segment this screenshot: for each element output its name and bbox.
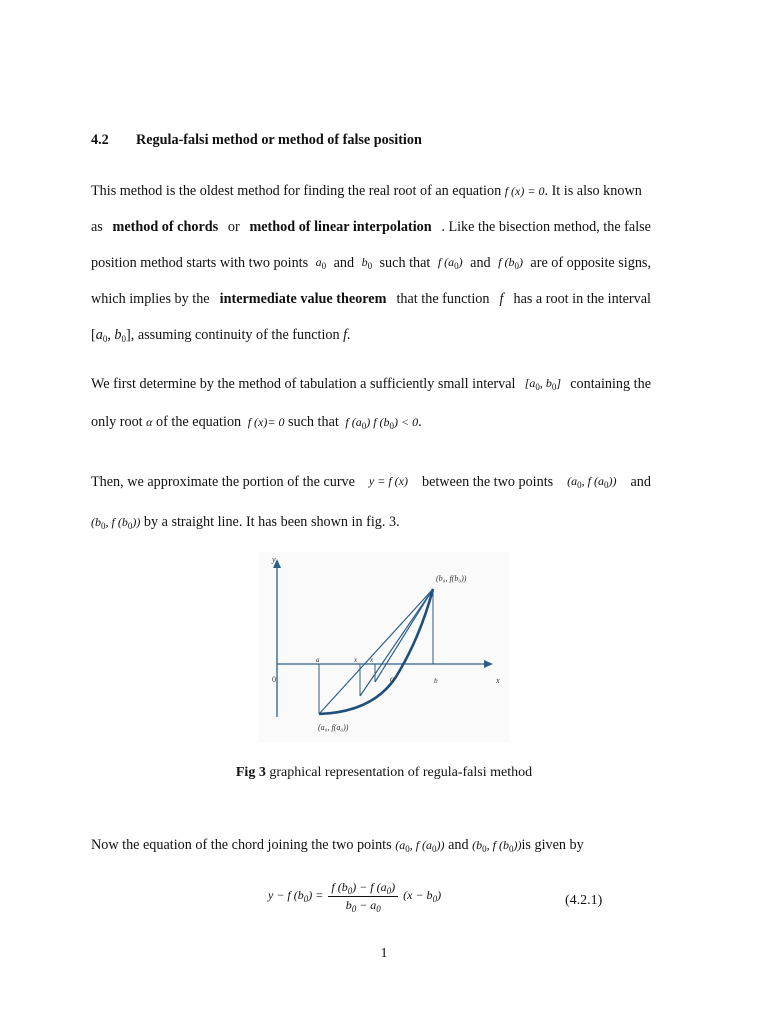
- label-alpha: α: [390, 674, 395, 684]
- equation-4-2-1: y − f $(b_0)$ = $\frac{f (b_0) - f (a_0)}{b_0 - a_0}$ $(x - b_0)$: [268, 880, 442, 914]
- term-intermediate-value-theorem: intermediate value theorem: [219, 291, 387, 307]
- section-heading: [91, 132, 422, 149]
- section-title: Regula-falsi method or method of false position: [136, 132, 422, 148]
- point-b0: ($b_0$, f $(b_0)$): [91, 515, 141, 531]
- para1-line5: [$a_0$, $b_0$], assuming continuity of the function f.: [91, 327, 351, 344]
- page-number: 1: [380, 946, 388, 961]
- chord-1: [319, 589, 433, 714]
- symbol-a0: $a_0$: [315, 255, 327, 271]
- label-x: x: [496, 676, 500, 685]
- label-x2: x: [370, 656, 374, 664]
- chord-2: [360, 589, 433, 696]
- label-origin: 0: [272, 675, 276, 684]
- label-bottom-point: (a₀, f(a₀)): [318, 723, 349, 732]
- figure-svg: [258, 552, 510, 742]
- point-a0: ($a_0$, f $(a_0)$): [567, 474, 617, 490]
- chord-3: [375, 589, 433, 682]
- symbol-b0: $b_0$: [361, 255, 373, 271]
- para3-line1: Then, we approximate the portion of the curve y = f (x) between the two points ($a_0$, f $(a_0)$) and: [91, 474, 651, 490]
- label-b0: b: [434, 677, 438, 685]
- figure-caption: Fig 3 graphical representation of regula-falsi method: [235, 765, 533, 780]
- para1-line4: which implies by the intermediate value theorem that the function f has a root in the interval: [91, 291, 651, 307]
- term-method-of-chords: method of chords: [112, 219, 219, 235]
- regula-falsi-figure: [258, 552, 510, 742]
- equation-fx0: f (x) = 0: [504, 184, 545, 198]
- para1-line1: This method is the oldest method for finding the real root of an equation f (x) = 0. It is also known: [91, 183, 642, 199]
- section-number: 4.2: [91, 132, 109, 148]
- curve-eq: y = f (x): [368, 474, 408, 488]
- equation-fraction: $\frac{f (b_0) - f (a_0)}{b_0 - a_0}$: [328, 880, 398, 913]
- para4-line1: Now the equation of the chord joining the two points ($a_0$, f $(a_0)$) and ($b_0$, f $(b_0))is$ given by: [91, 837, 584, 854]
- label-a0: a: [316, 656, 320, 664]
- term-linear-interpolation: method of linear interpolation: [249, 219, 432, 235]
- interval-a0-b0: [$a_0$, $b_0$]: [524, 376, 562, 392]
- para2-line2: only root α of the equation f (x)= 0 such that f $(a_0)$ f $(b_0) < 0$.: [91, 414, 422, 431]
- para2-line1: We first determine by the method of tabulation a sufficiently small interval [$a_0$, $b_0$] containing the: [91, 376, 651, 392]
- para3-line2: ($b_0$, f $(b_0)$) by a straight line. It has been shown in fig. 3.: [91, 514, 400, 531]
- label-x1: x: [354, 656, 358, 664]
- symbol-f-a0: f $(a_0)$: [437, 255, 463, 271]
- label-y: y: [272, 555, 276, 564]
- x-axis-arrow: [484, 660, 493, 668]
- para1-line2: as method of chords or method of linear interpolation . Like the bisection method, the false: [91, 219, 651, 235]
- symbol-f-b0: f $(b_0)$: [498, 255, 523, 271]
- para1-line3: position method starts with two points $a_0$ and $b_0$ such that f $(a_0)$ and f $(b_0)$ are of opposite signs,: [91, 255, 651, 271]
- label-top-point: (b₀, f(b₀)): [436, 574, 467, 583]
- equation-number: (4.2.1): [565, 893, 603, 908]
